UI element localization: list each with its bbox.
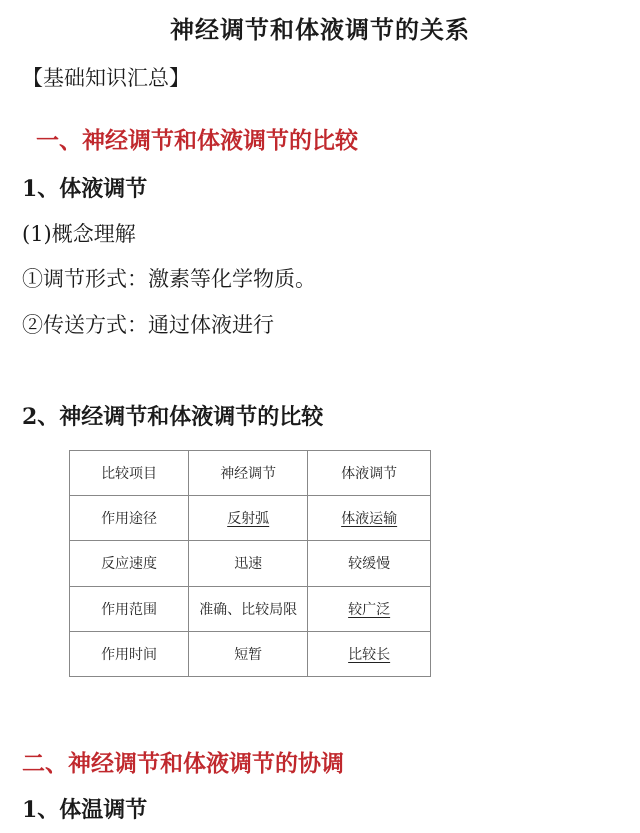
table-cell: 反应速度 [70,541,189,586]
section-1-heading: 一、神经调节和体液调节的比较 [36,127,358,154]
point-2-text: ②传送方式：通过体液进行 [22,313,274,337]
table-row [70,496,431,541]
page-title: 神经调节和体液调节的关系 [170,15,470,44]
table-cell: 作用途径 [70,496,189,541]
table-row [70,631,431,676]
table-cell: 体液运输 [308,496,431,541]
table-row [70,541,431,586]
table-cell: 反射弧 [189,496,308,541]
subsection-2-heading: 2、神经调节和体液调节的比较 [22,404,324,430]
subsection-1-heading: 1、体液调节 [22,176,148,202]
table-cell: 较缓慢 [308,541,431,586]
table-cell: 比较长 [308,631,431,676]
table-cell: 短暂 [189,631,308,676]
subsection-3-heading: 1、体温调节 [22,797,148,823]
table-cell: 作用时间 [70,631,189,676]
table-row [70,586,431,631]
table-header-row [70,451,431,496]
table-cell: 作用范围 [70,586,189,631]
table-cell: 准确、比较局限 [189,586,308,631]
header-cell: 体液调节 [308,451,431,496]
header-cell: 神经调节 [189,451,308,496]
point-1-text: ①调节形式：激素等化学物质。 [22,267,316,291]
section-2-heading: 二、神经调节和体液调节的协调 [22,750,344,777]
concept-heading: (1)概念理解 [22,222,136,246]
table-cell: 迅速 [189,541,308,586]
comparison-table [69,450,431,677]
table-cell: 较广泛 [308,586,431,631]
header-cell: 比较项目 [70,451,189,496]
summary-label: 【基础知识汇总】 [22,66,190,90]
